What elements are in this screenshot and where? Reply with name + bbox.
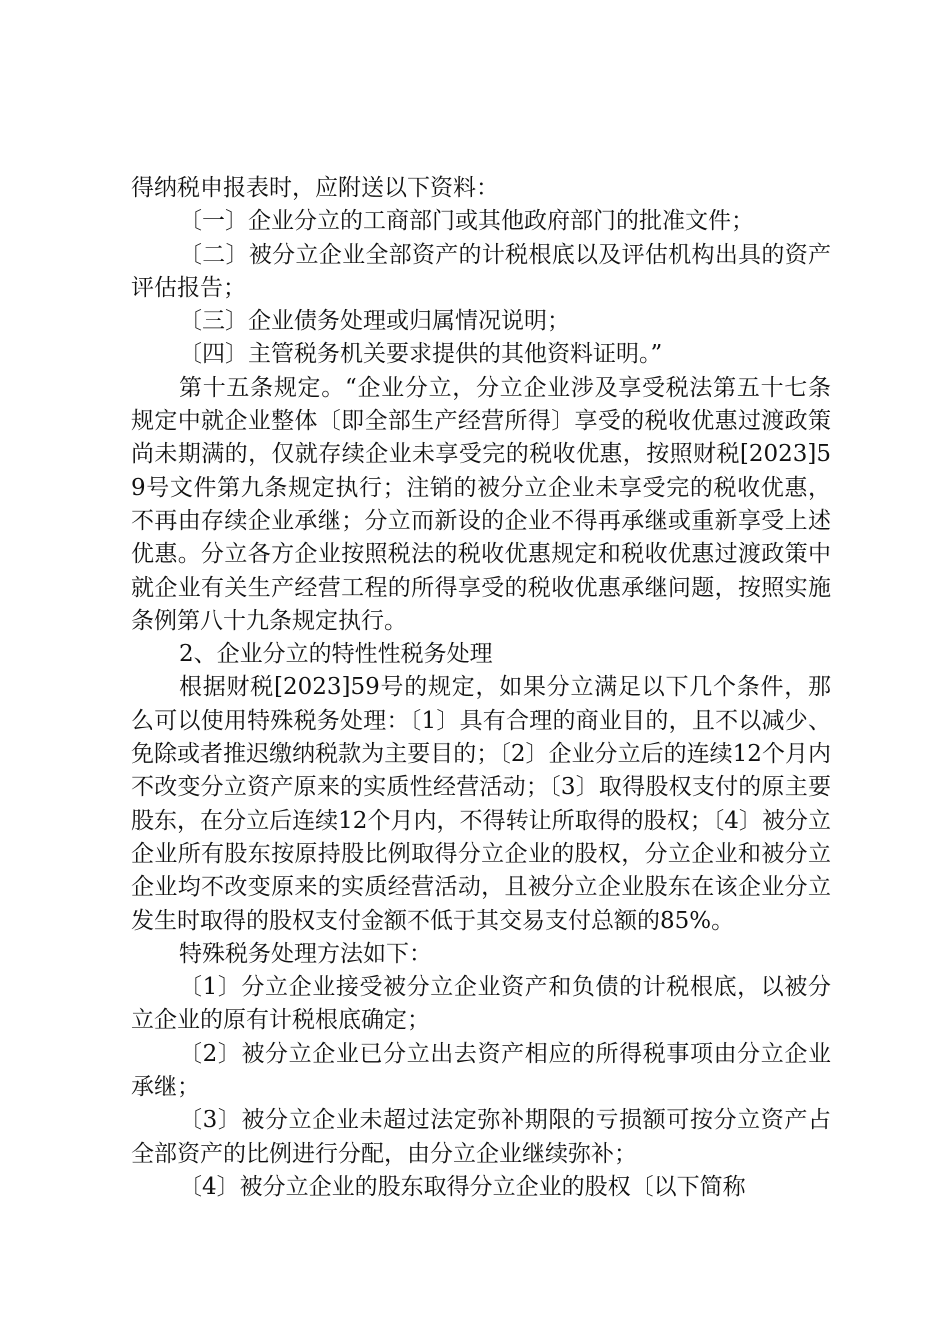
paragraph-method-4: 〔4〕被分立企业的股东取得分立企业的股权〔以下简称 (179, 1173, 746, 1200)
section-heading-special-treatment: 2、企业分立的特性性税务处理 (179, 641, 493, 668)
paragraph-method-2: 〔2〕被分立企业已分立出去资产相应的所得税事项由分立企业承继； (131, 1040, 831, 1101)
paragraph-conditions: 根据财税[2023]59号的规定，如果分立满足以下几个条件，那么可以使用特殊税务处理：〔1〕具有合理的商业目的，且不以减少、免除或者推迟缴纳税款为主要目的；〔2〕企业分立后的连续12个月内不改变分立资产原来的实质性经营活动；〔3〕取得股权支付的原主要股东，在分立后连续12个月内，不得转让所取得的股权；〔4〕被分立企业所有股东按原持股比例取得分立企业的股权，分立企业和被分立企业均不改变原来的实质经营活动，且被分立企业股东在该企业分立发生时取得的股权支付金额不低于其交易支付总额的85%。 (131, 674, 831, 934)
paragraph-item-2: 〔二〕被分立企业全部资产的计税根底以及评估机构出具的资产评估报告； (131, 241, 831, 301)
paragraph-method-3: 〔3〕被分立企业未超过法定弥补期限的亏损额可按分立资产占全部资产的比例进行分配，由分立企业继续弥补； (131, 1107, 831, 1167)
paragraph-method-1: 〔1〕分立企业接受被分立企业资产和负债的计税根底，以被分立企业的原有计税根底确定； (131, 974, 831, 1034)
paragraph-item-4: 〔四〕主管税务机关要求提供的其他资料证明。” (179, 341, 663, 368)
paragraph-item-1: 〔一〕企业分立的工商部门或其他政府部门的批准文件； (179, 208, 754, 235)
document-body (131, 172, 831, 1204)
paragraph-article-15: 第十五条规定。“企业分立，分立企业涉及享受税法第五十七条规定中就企业整体〔即全部生产经营所得〕享受的税收优惠过渡政策尚未期满的，仅就存续企业未享受完的税收优惠，按照财税[2023]59号文件第九条规定执行；注销的被分立企业未享受完的税收优惠，不再由存续企业承继；分立而新设的企业不得再承继或重新享受上述优惠。分立各方企业按照税法的税收优惠规定和税收优惠过渡政策中就企业有关生产经营工程的所得享受的税收优惠承继问题，按照实施条例第八十九条规定执行。 (131, 374, 831, 634)
paragraph-methods-intro: 特殊税务处理方法如下： (179, 940, 432, 967)
paragraph-item-3: 〔三〕企业债务处理或归属情况说明； (179, 308, 570, 335)
paragraph-attachments-intro: 得纳税申报表时，应附送以下资料： (131, 175, 499, 201)
